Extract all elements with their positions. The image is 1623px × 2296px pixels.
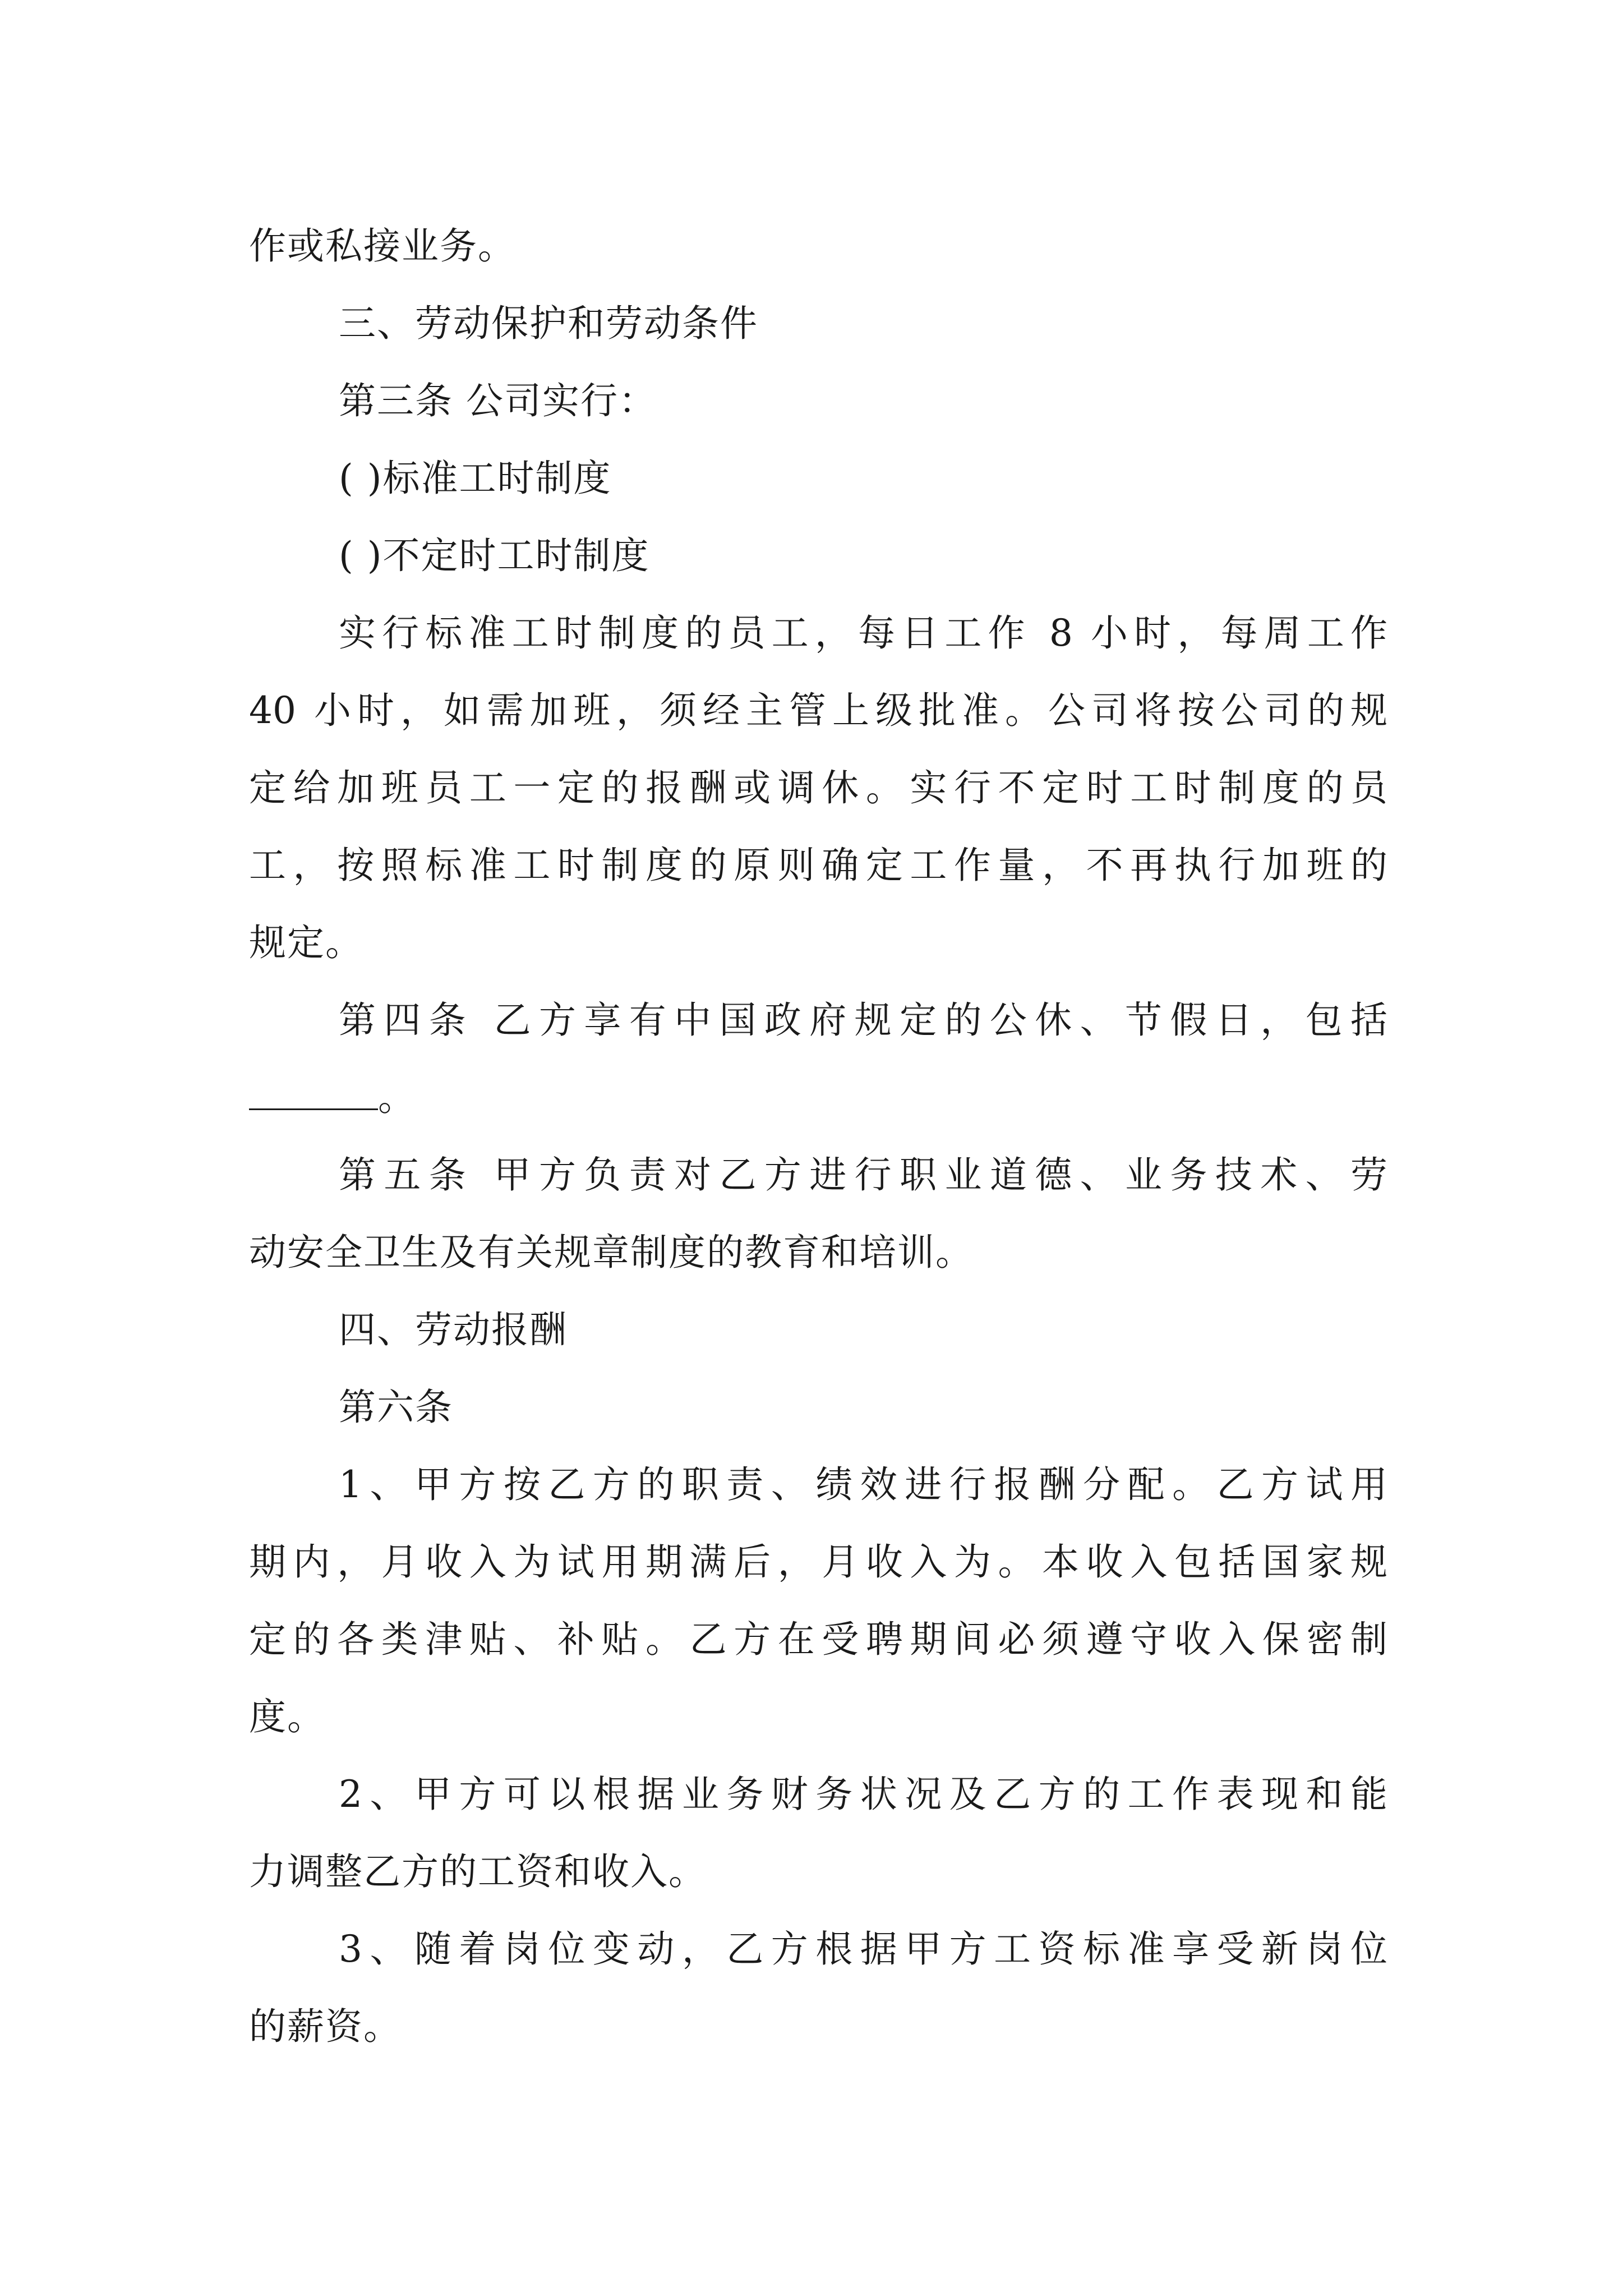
- text-line: 2、甲方可以根据业务财务状况及乙方的工作表现和能: [339, 1773, 1387, 1816]
- text-line: 的薪资。: [249, 2005, 402, 2048]
- text-line: 第五条 甲方负责对乙方进行职业道德、业务技术、劳: [339, 1153, 1387, 1197]
- fill-in-blank: [249, 1077, 378, 1110]
- text-line: 期内，月收入为试用期满后，月收入为。本收入包括国家规: [249, 1540, 1387, 1584]
- text-line: 。: [378, 1076, 416, 1119]
- option-line: ( )标准工时制度: [339, 457, 612, 500]
- option-line: ( )不定时工时制度: [339, 534, 650, 577]
- text-line: 定的各类津贴、补贴。乙方在受聘期间必须遵守收入保密制: [249, 1618, 1387, 1661]
- text-line: 规定。: [249, 921, 363, 964]
- text-line: 40 小时，如需加班，须经主管上级批准。公司将按公司的规: [249, 689, 1387, 732]
- text-line: 动安全卫生及有关规章制度的教育和培训。: [249, 1231, 974, 1274]
- article-heading: 第三条 公司实行：: [339, 379, 657, 422]
- text-line: 工，按照标准工时制度的原则确定工作量，不再执行加班的: [249, 844, 1387, 887]
- document-body: [249, 208, 1387, 2065]
- blank-line: [249, 1059, 1387, 1137]
- text-line: 实行标准工时制度的员工，每日工作 8 小时，每周工作: [339, 611, 1387, 655]
- section-heading: 三、劳动保护和劳动条件: [339, 302, 758, 345]
- text-line: 3、随着岗位变动，乙方根据甲方工资标准享受新岗位: [339, 1927, 1387, 1971]
- text-line: 力调整乙方的工资和收入。: [249, 1850, 707, 1893]
- article-heading: 第六条: [339, 1386, 453, 1429]
- text-line: 第四条 乙方享有中国政府规定的公休、节假日，包括: [339, 999, 1387, 1042]
- text-line: 作或私接业务。: [249, 224, 516, 268]
- text-line: 度。: [249, 1695, 325, 1738]
- text-line: 定给加班员工一定的报酬或调休。实行不定时工时制度的员: [249, 766, 1387, 809]
- text-line: 1、甲方按乙方的职责、绩效进行报酬分配。乙方试用: [339, 1463, 1387, 1506]
- section-heading: 四、劳动报酬: [339, 1308, 568, 1351]
